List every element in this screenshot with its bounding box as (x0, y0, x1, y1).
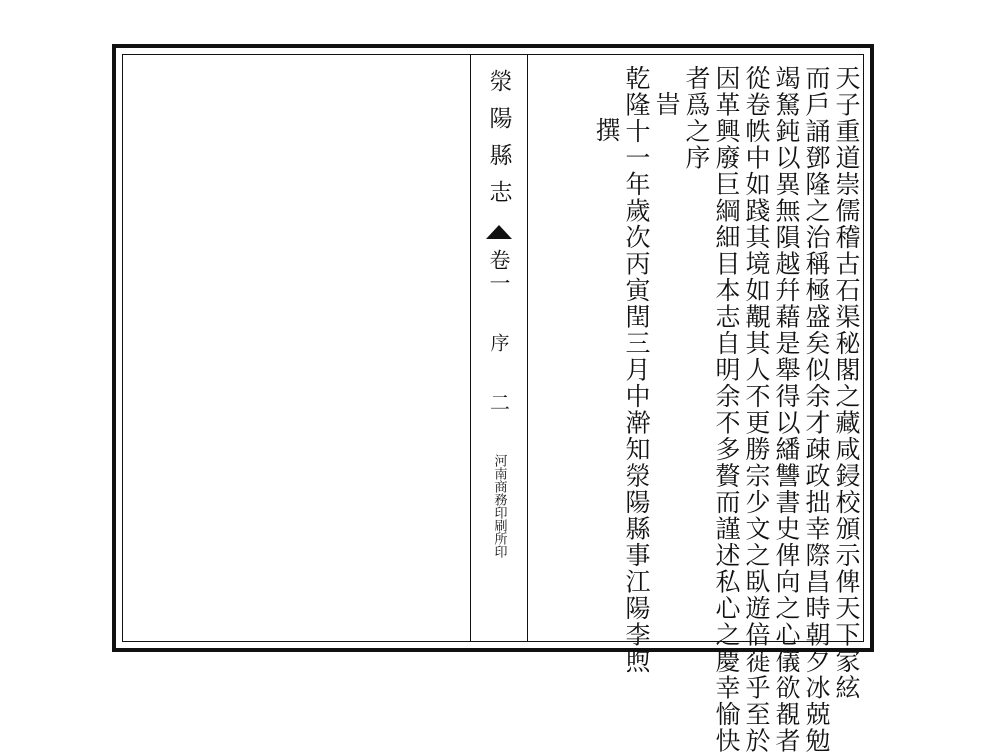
page-border-outer (112, 44, 874, 754)
banxin-title: 滎陽縣志 (485, 69, 512, 217)
text-column: 從卷帙中如踐其境如覯其人不更勝宗少文之臥遊倍蓰乎至於 (742, 65, 771, 754)
text-column: 因革興廢巨綱細目本志自明余不多贅而謹述私心之慶幸愉快 (712, 65, 741, 754)
text-column: 竭駑鈍以異無隕越幷藉是舉得以繙讐書史俾向之心儀欲覩者 (772, 65, 801, 754)
vertical-text-area (464, 55, 863, 754)
page-border-inner (122, 54, 864, 754)
text-column: 旹 (652, 91, 681, 118)
text-column: 者爲之序 (682, 65, 711, 171)
text-column: 乾隆十一年歲次丙寅閏三月中澣知滎陽縣事江陽李煦 (622, 65, 651, 675)
banxin-volume: 卷一 (487, 249, 511, 295)
banxin-imprint: 河南商務印刷所印 (491, 454, 507, 558)
text-column: 撰 (592, 117, 621, 144)
banxin-page-number: 二 (486, 392, 511, 412)
banxin-section: 序 (487, 333, 510, 352)
blank-leaf-half (123, 55, 470, 641)
text-column: 天子重道崇儒稽古石渠秘閣之藏咸鋟校頒示俾天下家絃 (832, 65, 861, 701)
text-column: 而戶誦鄧隆之治稱極盛矣似余才疎政拙幸際昌時朝夕冰兢勉 (802, 65, 831, 754)
